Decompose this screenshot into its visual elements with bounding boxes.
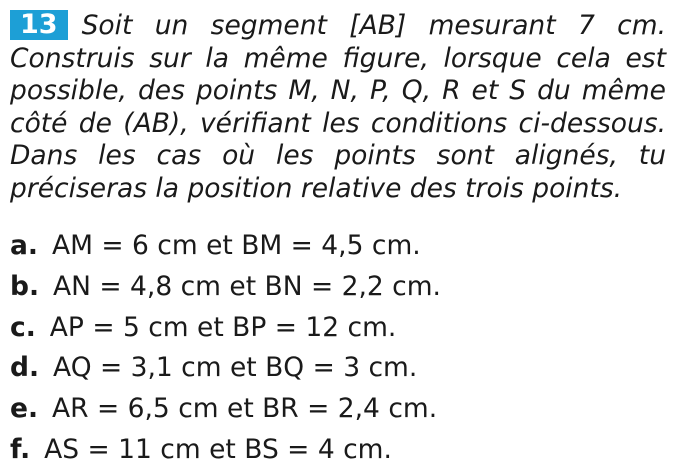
list-item: [10, 226, 441, 267]
item-text: AN = 4,8 cm et BN = 2,2 cm.: [53, 270, 441, 302]
exercise-number-badge: 13: [10, 10, 68, 40]
item-text: AQ = 3,1 cm et BQ = 3 cm.: [53, 352, 418, 384]
item-text: AR = 6,5 cm et BR = 2,4 cm.: [52, 393, 438, 425]
item-letter: b.: [10, 270, 40, 302]
item-letter: d.: [10, 352, 40, 384]
item-letter: c.: [10, 311, 36, 343]
item-text: AS = 11 cm et BS = 4 cm.: [44, 433, 392, 465]
exercise-statement: [10, 10, 666, 206]
list-item: [10, 348, 441, 389]
exercise-block: [10, 9, 666, 465]
list-item: [10, 308, 441, 349]
list-item: [10, 430, 441, 471]
list-item: [10, 267, 441, 308]
item-letter: f.: [10, 433, 31, 465]
item-letter: e.: [10, 393, 39, 425]
item-letter: a.: [10, 230, 38, 261]
item-text: AM = 6 cm et BM = 4,5 cm.: [51, 230, 421, 261]
item-text: AP = 5 cm et BP = 12 cm.: [49, 311, 397, 343]
statement-text: Soit un segment [AB] mesurant 7 cm. Construis sur la même figure, lorsque cela est possible, des points M, N, P, Q, R et S du même côté de (AB), vérifiant les conditions ci-dessous. Dans les cas où les points sont alignés, tu préciseras la position relative des trois points.: [10, 10, 666, 204]
list-item: [10, 389, 441, 430]
conditions-list: [10, 226, 441, 471]
